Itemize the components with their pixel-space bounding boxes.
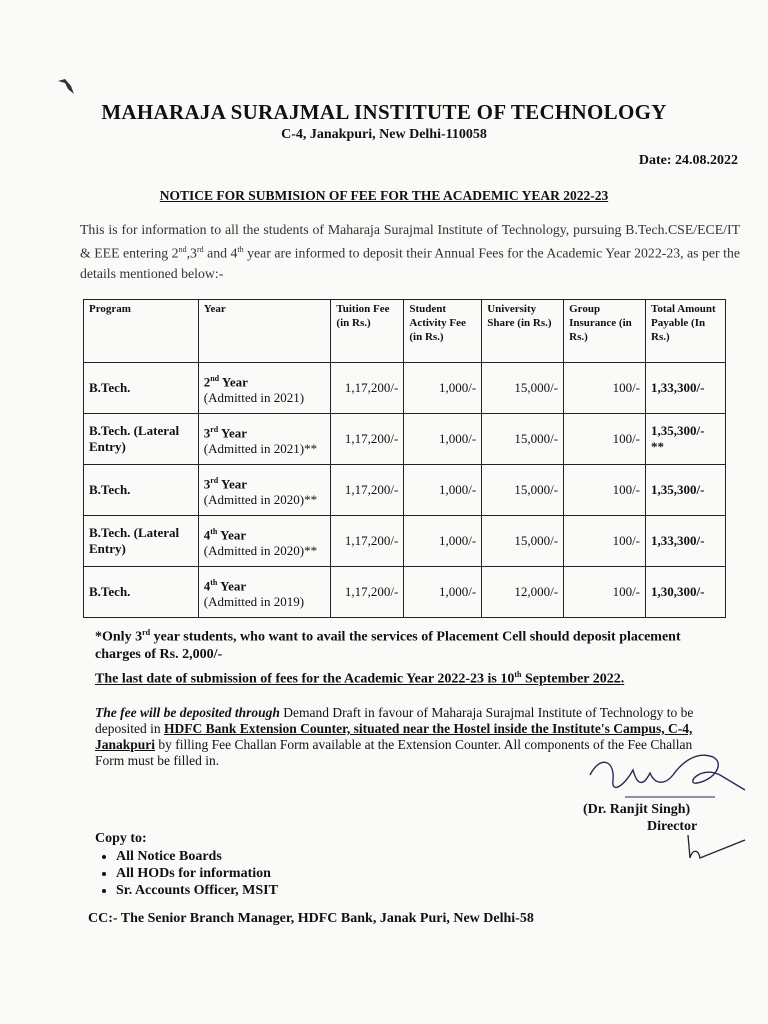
cell-insurance: 100/-	[564, 363, 646, 414]
cell-total: 1,33,300/-	[646, 363, 726, 414]
stray-ink-mark	[55, 75, 79, 99]
table-row	[84, 465, 726, 516]
cell-activity: 1,000/-	[404, 516, 482, 567]
cell-year: 2nd Year (Admitted in 2021)	[198, 363, 331, 414]
last-date-note: The last date of submission of fees for the Academic Year 2022-23 is 10th September 2022.	[95, 670, 625, 687]
director-signature	[585, 745, 755, 810]
signatory-designation: Director	[647, 819, 698, 834]
cell-total: 1,35,300/- **	[646, 414, 726, 465]
header-program: Program	[84, 300, 199, 363]
cell-insurance: 100/-	[564, 516, 646, 567]
cell-total: 1,35,300/-	[646, 465, 726, 516]
cell-insurance: 100/-	[564, 465, 646, 516]
cell-program: B.Tech.	[84, 465, 199, 516]
table-row	[84, 414, 726, 465]
notice-title: NOTICE FOR SUBMISION OF FEE FOR THE ACADEMIC YEAR 2022-23	[159, 188, 609, 203]
header-activity: Student Activity Fee (in Rs.)	[404, 300, 482, 363]
deposit-instructions: The fee will be deposited through Demand Draft in favour of Maharaja Surajmal Institute of Technology to be deposited in HDFC Bank Extension Counter, situated near the Hostel inside the Institute's Campus, C-4, Janakpuri by filling Fee Challan Form available at the Extension Counter. All components of the Fee Challan Form must be filled in.	[95, 705, 694, 768]
table-row	[84, 516, 726, 567]
table-header-row	[84, 300, 726, 363]
header-insurance: Group Insurance (in Rs.)	[564, 300, 646, 363]
cell-program: B.Tech. (Lateral Entry)	[84, 516, 199, 567]
cell-program: B.Tech.	[84, 567, 199, 618]
cell-university: 15,000/-	[482, 516, 564, 567]
cell-insurance: 100/-	[564, 567, 646, 618]
cell-activity: 1,000/-	[404, 567, 482, 618]
cell-tuition: 1,17,200/-	[331, 516, 404, 567]
list-item: • Sr. Accounts Officer, MSIT	[116, 882, 278, 899]
cell-year: 3rd Year (Admitted in 2021)**	[198, 414, 331, 465]
institute-name: MAHARAJA SURAJMAL INSTITUTE OF TECHNOLOGY	[101, 100, 667, 124]
cell-program: B.Tech. (Lateral Entry)	[84, 414, 199, 465]
list-item: • All Notice Boards	[116, 848, 278, 865]
intro-paragraph: This is for information to all the students of Maharaja Surajmal Institute of Technology, pursuing B.Tech.CSE/ECE/IT & EEE entering 2nd,3rd and 4th year are informed to deposit their Annual Fees for the Academic Year 2022-23, as per the details mentioned below:-	[80, 222, 740, 281]
cell-university: 15,000/-	[482, 465, 564, 516]
signatory-name: (Dr. Ranjit Singh)	[583, 802, 691, 817]
handwritten-initial	[680, 830, 750, 865]
table-row	[84, 363, 726, 414]
cell-university: 15,000/-	[482, 363, 564, 414]
cell-tuition: 1,17,200/-	[331, 567, 404, 618]
cell-activity: 1,000/-	[404, 414, 482, 465]
notice-date: Date: 24.08.2022	[638, 153, 738, 168]
cell-insurance: 100/-	[564, 414, 646, 465]
cell-activity: 1,000/-	[404, 465, 482, 516]
header-total: Total Amount Payable (In Rs.)	[646, 300, 726, 363]
copy-to-list	[100, 848, 278, 899]
cell-activity: 1,000/-	[404, 363, 482, 414]
fee-table	[83, 299, 726, 618]
cell-program: B.Tech.	[84, 363, 199, 414]
cell-tuition: 1,17,200/-	[331, 414, 404, 465]
cc-line: CC:- The Senior Branch Manager, HDFC Bank, Janak Puri, New Delhi-58	[88, 911, 534, 926]
institute-address: C-4, Janakpuri, New Delhi-110058	[281, 127, 487, 142]
header-year: Year	[198, 300, 331, 363]
cell-university: 12,000/-	[482, 567, 564, 618]
cell-university: 15,000/-	[482, 414, 564, 465]
table-row	[84, 567, 726, 618]
header-university: University Share (in Rs.)	[482, 300, 564, 363]
cell-tuition: 1,17,200/-	[331, 465, 404, 516]
header-tuition: Tuition Fee (in Rs.)	[331, 300, 404, 363]
cell-total: 1,33,300/-	[646, 516, 726, 567]
cell-year: 4th Year (Admitted in 2020)**	[198, 516, 331, 567]
placement-note: *Only 3rd year students, who want to avail the services of Placement Cell should deposit placement charges of Rs. 2,000/-	[95, 628, 681, 662]
copy-to-label: Copy to:	[95, 831, 147, 846]
cell-year: 3rd Year (Admitted in 2020)**	[198, 465, 331, 516]
cell-year: 4th Year (Admitted in 2019)	[198, 567, 331, 618]
list-item: • All HODs for information	[116, 865, 278, 882]
cell-tuition: 1,17,200/-	[331, 363, 404, 414]
cell-total: 1,30,300/-	[646, 567, 726, 618]
